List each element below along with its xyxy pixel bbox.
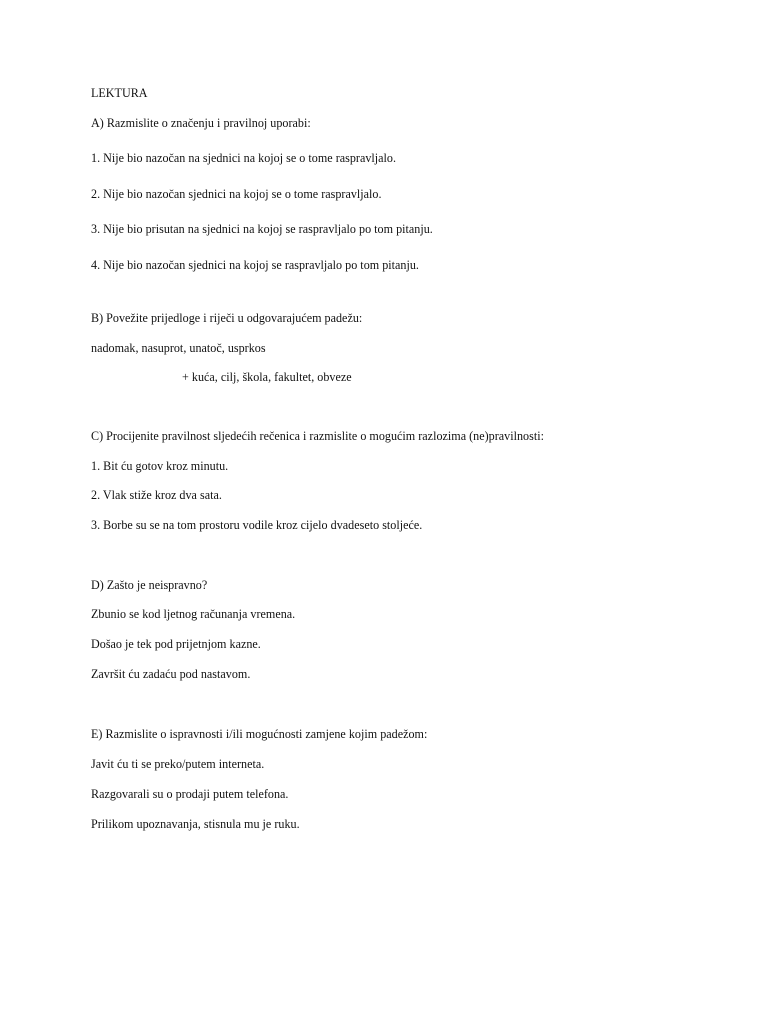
section-c-item-1: 1. Bit ću gotov kroz minutu.: [91, 458, 229, 473]
section-a-item-4: 4. Nije bio nazočan sjednici na kojoj se raspravljalo po tom pitanju.: [91, 257, 419, 272]
section-d-item-2: Došao je tek pod prijetnjom kazne.: [91, 636, 261, 651]
section-c-item-2: 2. Vlak stiže kroz dva sata.: [91, 487, 222, 502]
section-d-item-1: Zbunio se kod ljetnog računanja vremena.: [91, 606, 296, 621]
document-title: LEKTURA: [91, 85, 148, 100]
section-e-item-2: Razgovarali su o prodaji putem telefona.: [91, 786, 289, 801]
section-a-item-1: 1. Nije bio nazočan na sjednici na kojoj se o tome raspravljalo.: [91, 150, 397, 165]
section-d-heading: D) Zašto je neispravno?: [91, 577, 208, 592]
section-d-item-3: Završit ću zadaću pod nastavom.: [91, 666, 251, 681]
section-a-item-3: 3. Nije bio prisutan na sjednici na kojoj se raspravljalo po tom pitanju.: [91, 221, 433, 236]
section-b-words: + kuća, cilj, škola, fakultet, obveze: [182, 369, 352, 384]
section-e-heading: E) Razmislite o ispravnosti i/ili mogućnosti zamjene kojim padežom:: [91, 726, 428, 741]
section-c-heading: C) Procijenite pravilnost sljedećih rečenica i razmislite o mogućim razlozima (ne)pravilnosti:: [91, 428, 544, 443]
section-e-item-3: Prilikom upoznavanja, stisnula mu je ruku.: [91, 816, 300, 831]
section-b-prepositions: nadomak, nasuprot, unatoč, usprkos: [91, 340, 266, 355]
section-a-heading: A) Razmislite o značenju i pravilnoj uporabi:: [91, 115, 311, 130]
section-e-item-1: Javit ću ti se preko/putem interneta.: [91, 756, 265, 771]
section-a-item-2: 2. Nije bio nazočan sjednici na kojoj se o tome raspravljalo.: [91, 186, 382, 201]
section-b-heading: B) Povežite prijedloge i riječi u odgovarajućem padežu:: [91, 310, 363, 325]
section-c-item-3: 3. Borbe su se na tom prostoru vodile kroz cijelo dvadeseto stoljeće.: [91, 517, 423, 532]
